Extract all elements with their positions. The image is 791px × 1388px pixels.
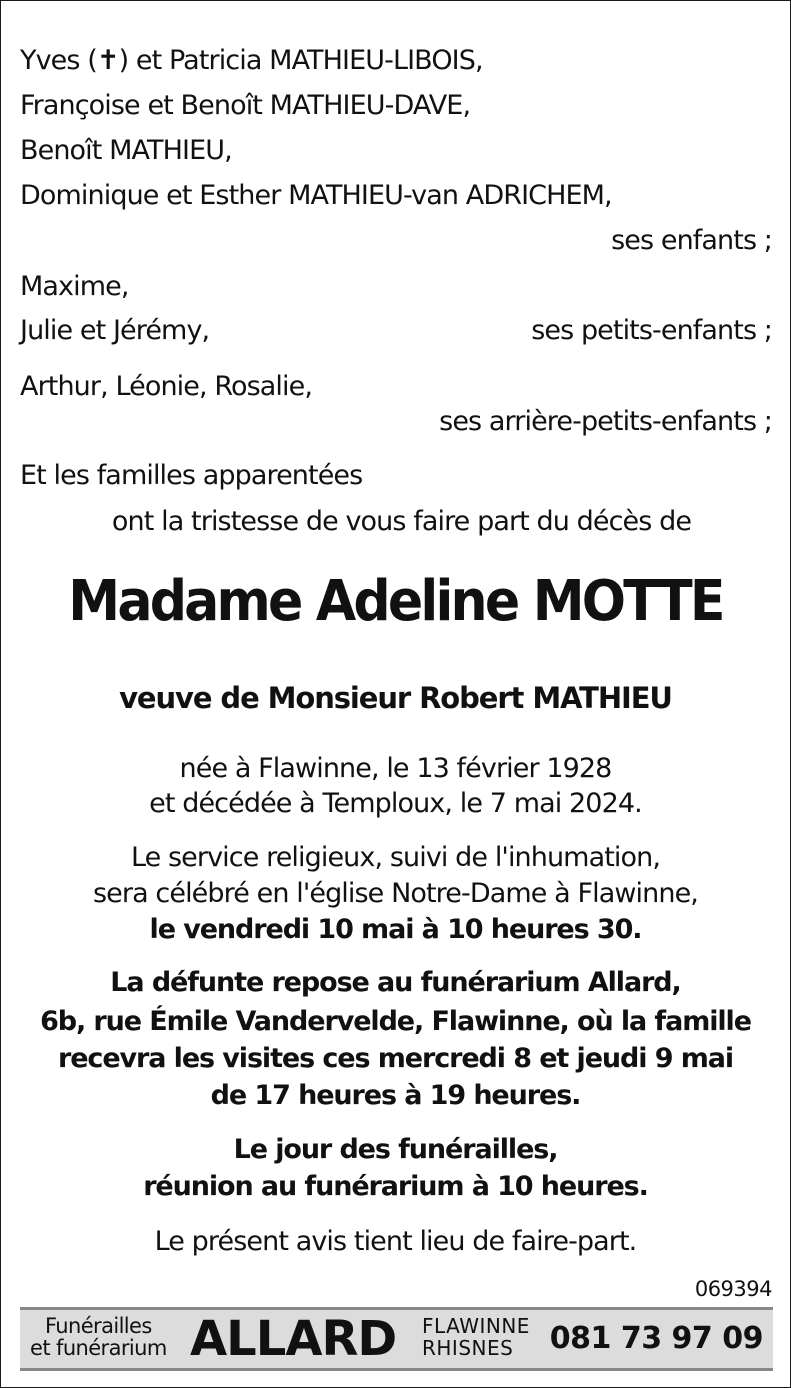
visits-line-3: recevra les visites ces mercredi 8 et jeudi 9 mai [57,1043,734,1074]
service-line-2: sera célébré en l'église Notre-Dame à Flawinne, [93,878,698,909]
family-line-3: Benoît MATHIEU, [20,135,232,166]
service-line-1: Le service religieux, suivi de l'inhumation, [130,842,661,873]
grandchild-line-2: Julie et Jérémy, [20,315,210,346]
visits-line-2: 6b, rue Émile Vandervelde, Flawinne, où la famille [40,1006,751,1037]
widow-line: veuve de Monsieur Robert MATHIEU [119,681,672,715]
family-line-1-end: ) et Patricia MATHIEU-LIBOIS, [118,45,483,76]
funeral-day-line-2: réunion au funérarium à 10 heures. [143,1171,648,1202]
family-line-1 [20,45,483,76]
banner-service-line-1: Funérailles [44,1314,152,1338]
funeral-day-line-1: Le jour des funérailles, [233,1134,558,1165]
banner-service-type [30,1315,167,1359]
banner-town-1: FLAWINNE [422,1314,530,1338]
banner-towns [422,1315,530,1359]
grandchild-line-1: Maxime, [20,271,129,302]
closing-line: Le présent avis tient lieu de faire-part. [154,1226,637,1257]
family-line-4: Dominique et Esther MATHIEU-van ADRICHEM, [20,180,612,211]
banner-service-line-2: et funérarium [30,1336,167,1360]
funeral-home-banner [20,1307,773,1371]
visits-line-1: La défunte repose au funérarium Allard, [110,967,681,998]
banner-phone: 081 73 97 09 [549,1321,763,1356]
announce-line: ont la tristesse de vous faire part du décès de [111,506,692,537]
deceased-name: Madame Adeline MOTTE [68,569,723,634]
relatives-line: Et les familles apparentées [20,460,363,491]
birth-line: née à Flawinne, le 13 février 1928 [179,753,612,784]
cross-icon: ✝ [96,45,119,76]
death-line: et décédée à Temploux, le 7 mai 2024. [149,788,642,819]
great-grandchild-line: Arthur, Léonie, Rosalie, [20,371,313,402]
reference-number: 069394 [694,1277,772,1301]
children-label: ses enfants ; [611,225,772,256]
service-line-3: le vendredi 10 mai à 10 heures 30. [149,914,642,945]
family-line-2: Françoise et Benoît MATHIEU-DAVE, [20,90,471,121]
banner-brand-logo: ALLARD [190,1311,397,1367]
great-grandchildren-label: ses arrière-petits-enfants ; [439,406,772,437]
banner-town-2: RHISNES [422,1336,514,1360]
visits-line-4: de 17 heures à 19 heures. [210,1080,581,1111]
family-line-1-start: Yves ( [20,45,97,76]
grandchildren-label: ses petits-enfants ; [531,315,772,346]
